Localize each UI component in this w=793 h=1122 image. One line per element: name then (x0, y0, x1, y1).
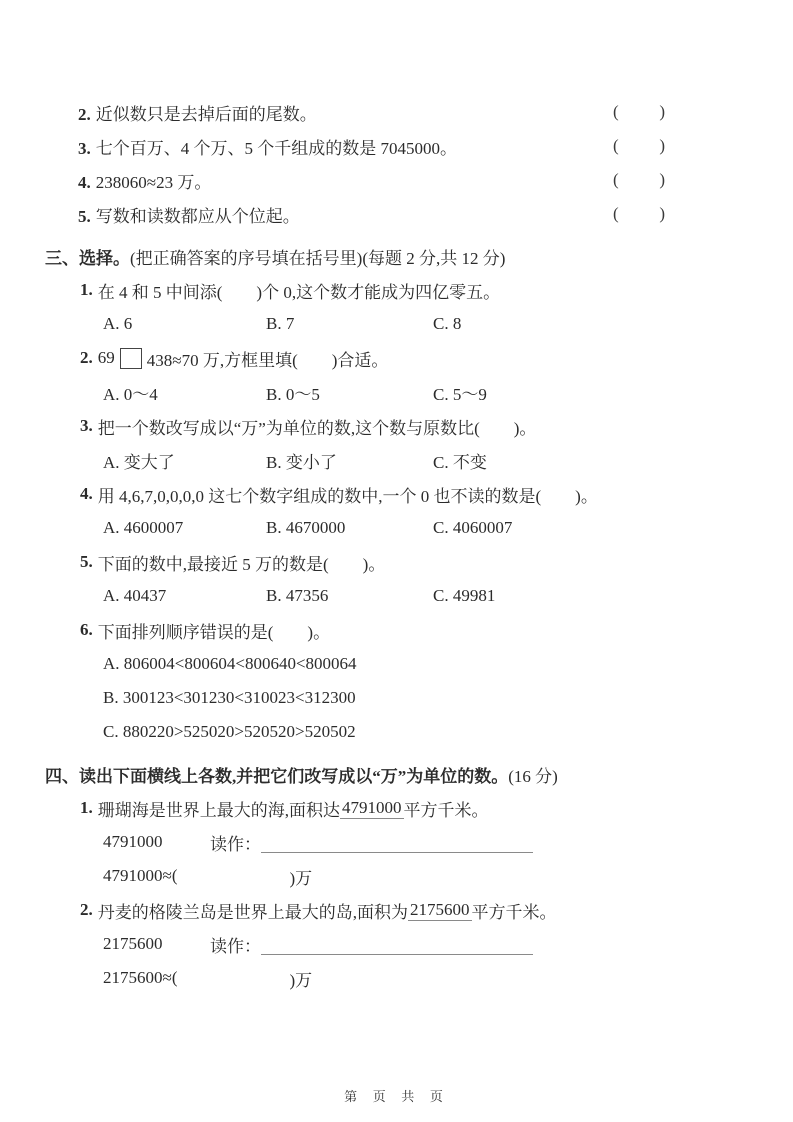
question-text-tail: 平方千米。 (471, 902, 557, 922)
approx-line-2 (45, 961, 665, 995)
choice-options-3 (45, 443, 665, 477)
option-b: B. 0～5 (266, 384, 320, 404)
read-label: 读作： (210, 936, 261, 956)
answer-bracket (613, 170, 665, 190)
question-number: 6. (80, 620, 93, 639)
question-number: 4. (78, 172, 91, 192)
question-text: 下面的数中,最接近 5 万的数是( )。 (97, 554, 386, 574)
judge-text: 七个百万、4 个万、5 个千组成的数是 7045000。 (95, 138, 457, 158)
bracket-open: ( (613, 102, 619, 121)
question-number: 1. (80, 798, 93, 817)
answer-bracket (613, 102, 665, 122)
section-title-note: (16 分) (508, 766, 558, 786)
judge-item-4 (45, 163, 665, 197)
judge-text: 近似数只是去掉后面的尾数。 (95, 104, 317, 124)
option-a: A. 40437 (103, 586, 167, 605)
underlined-number: 2175600 (410, 899, 470, 919)
bracket-close: ) (659, 204, 665, 223)
option-c: C. 880220>525020>520520>520502 (103, 722, 356, 741)
question-number: 5. (78, 206, 91, 226)
question-number: 2. (80, 348, 93, 367)
question-number: 4. (80, 484, 93, 503)
approx-prefix: 2175600≈( (103, 968, 178, 987)
choice-question-2 (45, 341, 665, 375)
question-number: 2. (78, 104, 91, 124)
approx-suffix: )万 (289, 868, 313, 888)
bracket-close: ) (659, 136, 665, 155)
bracket-close: ) (659, 102, 665, 121)
underlined-number: 4791000 (342, 797, 402, 817)
read-aloud-line-2 (45, 927, 665, 961)
question-text: 珊瑚海是世界上最大的海,面积达 (97, 800, 340, 820)
choice-question-1 (45, 273, 665, 307)
approx-prefix: 4791000≈( (103, 866, 178, 885)
question-number: 2. (80, 900, 93, 919)
question-number: 3. (80, 416, 93, 435)
choice-question-5 (45, 545, 665, 579)
section-title-rewrite (45, 757, 665, 791)
question-text-before-box: 69 (97, 348, 115, 367)
question-text-tail: 平方千米。 (403, 800, 489, 820)
option-a: A. 4600007 (103, 518, 184, 537)
number-value: 4791000 (103, 832, 163, 851)
bracket-open: ( (613, 204, 619, 223)
choice-question-6 (45, 613, 665, 647)
answer-bracket (613, 204, 665, 224)
read-label: 读作： (210, 834, 261, 854)
section-title-bold: 三、选择。 (45, 248, 130, 268)
page-footer: 第 页 共 页 (344, 1089, 449, 1104)
choice-question-4 (45, 477, 665, 511)
option-c: C. 4060007 (433, 518, 513, 537)
number-value: 2175600 (103, 934, 163, 953)
answer-blank-line (261, 832, 533, 853)
question-number: 1. (80, 280, 93, 299)
answer-bracket (613, 136, 665, 156)
question-text: 丹麦的格陵兰岛是世界上最大的岛,面积为 (97, 902, 408, 922)
question-text-after-box: 438≈70 万,方框里填( )合适。 (146, 350, 389, 370)
bracket-open: ( (613, 170, 619, 189)
choice-options-4 (45, 511, 665, 545)
option-c: C. 8 (433, 314, 462, 333)
read-aloud-line-1 (45, 825, 665, 859)
choice-options-2 (45, 375, 665, 409)
choice-options-5 (45, 579, 665, 613)
option-a: A. 0～4 (103, 384, 158, 404)
option-b: B. 变小了 (266, 452, 337, 472)
question-text: 把一个数改写成以“万”为单位的数,这个数与原数比( )。 (97, 418, 537, 438)
choice-options-1 (45, 307, 665, 341)
judge-text: 写数和读数都应从个位起。 (95, 206, 300, 226)
judge-text: 238060≈23 万。 (95, 172, 212, 192)
judge-item-3 (45, 129, 665, 163)
bracket-open: ( (613, 136, 619, 155)
judge-item-5 (45, 197, 665, 231)
worksheet-content (45, 95, 665, 995)
rewrite-question-2 (45, 893, 665, 927)
option-a: A. 806004<800604<800640<800064 (103, 654, 357, 673)
blank-box (120, 348, 142, 369)
bracket-close: ) (659, 170, 665, 189)
question-number: 5. (80, 552, 93, 571)
option-c: C. 不变 (433, 452, 487, 472)
option-a: A. 变大了 (103, 452, 175, 472)
approx-line-1 (45, 859, 665, 893)
choice-question-3 (45, 409, 665, 443)
option-b: B. 300123<301230<310023<312300 (103, 688, 356, 707)
section-title-note: (把正确答案的序号填在括号里)(每题 2 分,共 12 分) (130, 248, 506, 268)
option-b: B. 47356 (266, 586, 329, 605)
option-b: B. 4670000 (266, 518, 346, 537)
question-text: 用 4,6,7,0,0,0,0 这七个数字组成的数中,一个 0 也不读的数是( )。 (97, 486, 598, 506)
option-b: B. 7 (266, 314, 295, 333)
rewrite-question-1 (45, 791, 665, 825)
option-a: A. 6 (103, 314, 133, 333)
section-title-bold: 四、读出下面横线上各数,并把它们改写成以“万”为单位的数。 (45, 766, 509, 786)
approx-suffix: )万 (289, 970, 313, 990)
answer-blank-line (261, 934, 533, 955)
question-number: 3. (78, 138, 91, 158)
option-c: C. 5～9 (433, 384, 487, 404)
judge-item-2 (45, 95, 665, 129)
option-c: C. 49981 (433, 586, 496, 605)
question-text: 下面排列顺序错误的是( )。 (97, 622, 331, 642)
question-text: 在 4 和 5 中间添( )个 0,这个数才能成为四亿零五。 (97, 282, 501, 302)
section-title-choice (45, 239, 665, 273)
